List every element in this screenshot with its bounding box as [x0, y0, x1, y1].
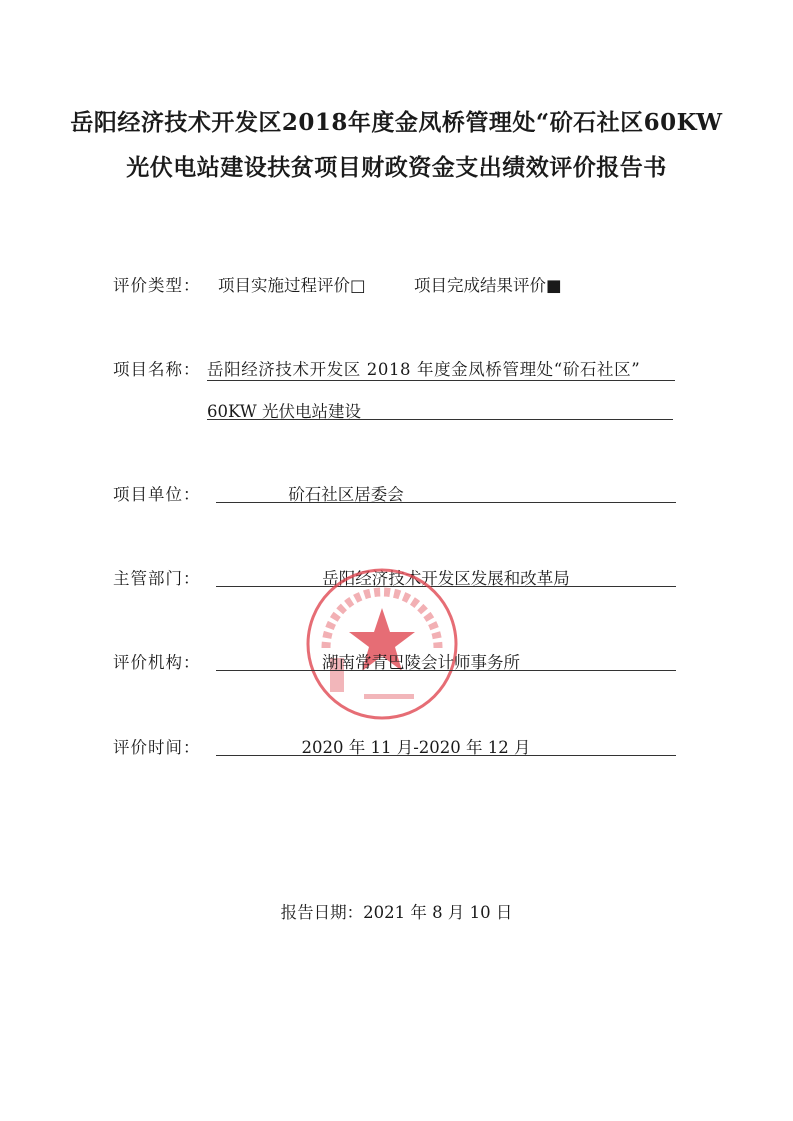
project-name-label: 项目名称：: [113, 360, 201, 379]
project-name-line2: 60KW 光伏电站建设: [207, 402, 361, 421]
evaluation-type-label: 评价类型：: [113, 276, 201, 295]
agency-underline: [216, 670, 676, 671]
evaluation-type-result-option: 项目完成结果评价■: [414, 276, 562, 295]
project-unit-value: 砎石社区居委会: [288, 485, 404, 504]
project-name-underline-2: [207, 419, 673, 420]
official-seal-stamp: [304, 566, 460, 722]
project-unit-label: 项目单位：: [113, 485, 201, 504]
project-name-line1: 岳阳经济技术开发区 2018 年度金凤桥管理处“砎石社区”: [207, 360, 641, 379]
document-title-line2: 光伏电站建设扶贫项目财政资金支出绩效评价报告书: [126, 154, 667, 181]
document-title-line1: 岳阳经济技术开发区2018年度金凤桥管理处“砎石社区60KW: [70, 109, 723, 136]
agency-value: 湖南常青巴陵会计师事务所: [322, 653, 520, 672]
evaluation-type-process-option: 项目实施过程评价□: [218, 276, 366, 295]
evaluation-period-underline: [216, 755, 676, 756]
report-date: 报告日期：2021 年 8 月 10 日: [280, 903, 513, 922]
project-unit-underline: [216, 502, 676, 503]
seal-code-strip: [364, 694, 414, 699]
agency-label: 评价机构：: [113, 653, 201, 672]
evaluation-period-label: 评价时间：: [113, 738, 201, 757]
department-label: 主管部门：: [113, 569, 201, 588]
department-value: 岳阳经济技术开发区发展和改革局: [322, 569, 570, 588]
project-name-underline-1: [207, 380, 675, 381]
evaluation-period-value: 2020 年 11 月-2020 年 12 月: [301, 738, 531, 757]
